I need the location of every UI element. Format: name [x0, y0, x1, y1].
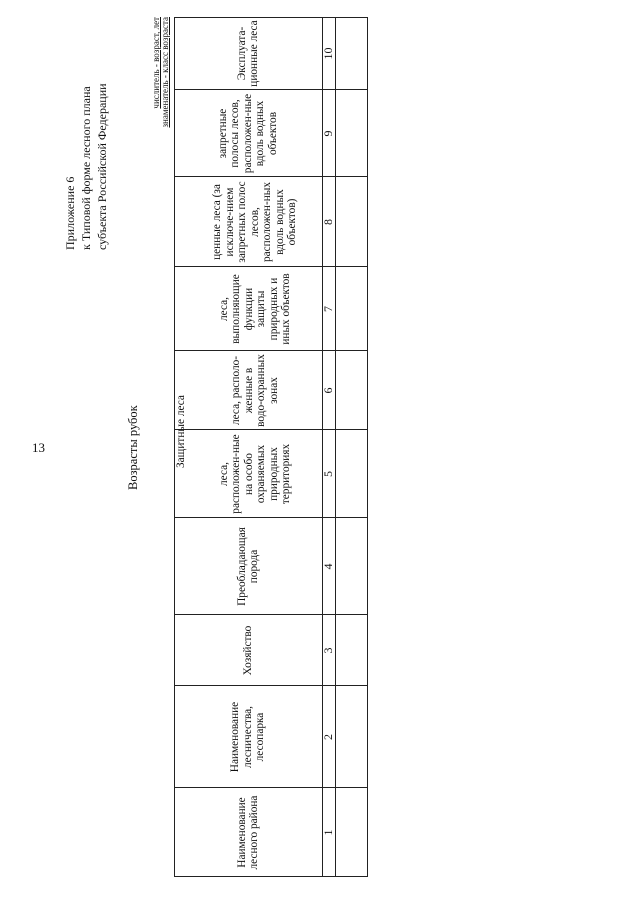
header-water-protection: леса, располо-женные в водо-охранных зонах — [230, 354, 280, 427]
units-denominator: знаменатель - класс возраста — [160, 17, 170, 128]
header-restricted-strips: запретные полосы лесов, расположен-ные вдоль водных объектов — [216, 93, 279, 174]
header-protected-areas: леса, расположен-ные на особо охраняемых природных территориях — [217, 434, 292, 514]
column-number: 5 — [321, 471, 336, 477]
header-forestry: Наименование лесничества, лесопарка — [229, 701, 267, 773]
table-border-bottom — [367, 17, 368, 877]
header-protective-forests: Защитные леса — [174, 395, 187, 468]
column-number: 9 — [321, 130, 336, 137]
header-protective-functions: леса, выполняющие функции защиты природных и иных объектов — [217, 273, 292, 345]
column-number: 2 — [321, 734, 336, 740]
units-note — [152, 17, 170, 167]
column-number: 7 — [321, 306, 336, 312]
document-title: Возрасты рубок — [126, 405, 140, 490]
cutting-ages-table — [174, 17, 368, 877]
column-number: 6 — [321, 387, 336, 394]
header-valuable-forests: ценные леса (за исключе-нием запретных полос лесов, расположен-ных вдоль водных объектов) — [211, 181, 299, 263]
page-number: 13 — [32, 440, 45, 455]
column-number: 8 — [321, 219, 336, 225]
column-number: 3 — [321, 647, 336, 654]
header-forest-district: Наименование лесного района — [235, 795, 260, 870]
column-number: 4 — [321, 563, 336, 570]
header-operational-forests: Эксплуата-ционные леса — [235, 20, 260, 87]
appendix-line-1: Приложение 6 — [63, 176, 77, 250]
header-farm: Хозяйство — [241, 625, 254, 676]
appendix-line-2: к Типовой форме лесного плана — [79, 86, 93, 250]
header-dominant-species: Преобладающая порода — [235, 527, 260, 606]
column-number: 1 — [321, 829, 336, 836]
appendix-note — [62, 60, 110, 250]
column-number: 10 — [321, 47, 336, 60]
units-numerator: числитель - возраст, лет — [151, 17, 161, 109]
row-divider-empty — [335, 17, 336, 877]
appendix-line-3: субъекта Российской Федерации — [95, 83, 109, 250]
